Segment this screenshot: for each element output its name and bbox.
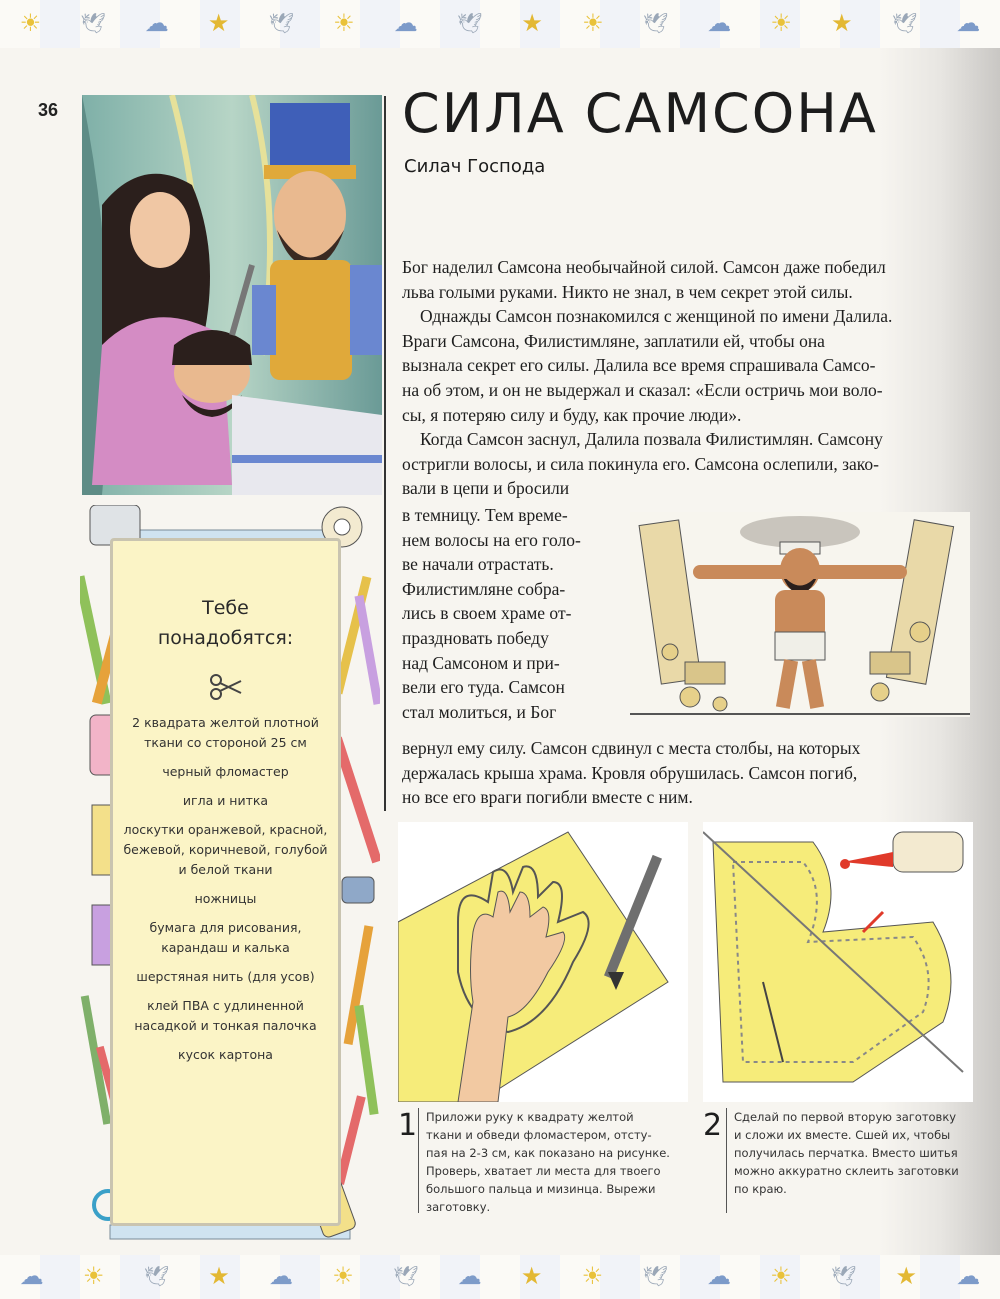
step-1-text	[426, 1108, 670, 1216]
sun-icon: ☀	[19, 11, 42, 37]
step-1-line: большого пальца и мизинца. Вырежи	[426, 1182, 656, 1196]
story-line: на об этом, и он не выдержал и сказал: «Если остричь мои воло-	[402, 379, 883, 400]
step-1-rule	[418, 1108, 419, 1213]
bird-icon: 🕊	[642, 13, 669, 35]
step-1-line: пая на 2-3 см, как показано на рисунке.	[426, 1146, 670, 1160]
step-2-line: по краю.	[734, 1182, 787, 1196]
story-line: над Самсоном и при-	[402, 652, 560, 673]
bird-icon: 🕊	[891, 13, 918, 35]
step-2-text	[734, 1108, 959, 1198]
materials-title-line1: Тебе	[202, 597, 249, 619]
cloud-icon: ☁	[956, 1264, 981, 1290]
materials-item: игла и нитка	[182, 793, 269, 808]
materials-item: ножницы	[194, 891, 257, 906]
sun-icon: ☀	[332, 1264, 354, 1290]
star-icon: ★	[207, 11, 230, 37]
step-2-line: можно аккуратно склеить заготовки	[734, 1164, 959, 1178]
story-line: Бог наделил Самсона необычайной силой. Самсон даже победил	[402, 257, 886, 277]
sun-icon: ☀	[582, 11, 604, 37]
materials-item: кусок картона	[178, 1047, 273, 1062]
bird-icon: 🕊	[392, 1266, 419, 1288]
materials-item: бумага для рисования, карандаш и калька	[149, 920, 302, 955]
star-icon: ★	[520, 1264, 543, 1290]
materials-list	[113, 713, 338, 1074]
step-2-illustration	[703, 822, 973, 1102]
story-text	[402, 255, 977, 501]
sun-icon: ☀	[581, 1264, 604, 1290]
story-line: остригли волосы, и сила покинула его. Самсона ослепили, зако-	[402, 453, 879, 474]
story-line: льва голыми руками. Никто не знал, в чем секрет этой силы.	[402, 281, 853, 302]
page-subtitle: Силач Господа	[404, 156, 546, 177]
story-line: но все его враги погибли вместе с ним.	[402, 787, 693, 808]
story-line: Филистимляне собра-	[402, 578, 566, 599]
materials-item: клей ПВА с удлиненной насадкой и тонкая палочка	[134, 998, 317, 1033]
story-line: сы, я потеряю силу и буду, как прочие люди».	[402, 404, 742, 425]
samson-pillars-illustration	[630, 512, 970, 717]
story-text-end	[402, 736, 977, 810]
cloud-icon: ☁	[19, 1264, 44, 1290]
materials-item: черный фломастер	[162, 764, 289, 779]
materials-title-line2: понадобятся:	[157, 627, 294, 649]
bird-icon: 🕊	[830, 1266, 857, 1288]
sun-icon: ☀	[770, 1264, 792, 1290]
page-number: 36	[38, 100, 59, 120]
materials-panel	[110, 538, 341, 1226]
cloud-icon: ☁	[707, 11, 732, 37]
cloud-icon: ☁	[706, 1264, 731, 1290]
story-line: Враги Самсона, Филистимляне, заплатили ей, чтобы она	[402, 330, 825, 351]
step-2-line: Сделай по первой вторую заготовку	[734, 1110, 957, 1124]
bird-icon: 🕊	[642, 1266, 668, 1288]
sun-icon: ☀	[333, 11, 355, 37]
materials-title	[113, 593, 338, 653]
step-2-number: 2	[703, 1108, 723, 1143]
step-2-line: получилась перчатка. Вместо шитья	[734, 1146, 958, 1160]
story-line: в темницу. Тем време-	[402, 505, 568, 525]
star-icon: ★	[208, 1264, 230, 1290]
step-2-rule	[726, 1108, 727, 1213]
story-line: вали в цепи и бросили	[402, 478, 570, 499]
materials-item: 2 квадрата желтой плотной ткани со стороной 25 см	[132, 715, 319, 750]
delilah-samson-illustration	[82, 95, 382, 495]
step-1-line: Приложи руку к квадрату желтой	[426, 1110, 634, 1124]
materials-item: лоскутки оранжевой, красной, бежевой, коричневой, голубой и белой ткани	[123, 822, 328, 877]
step-1-line: Проверь, хватает ли места для твоего	[426, 1164, 661, 1178]
bird-icon: 🕊	[268, 13, 294, 35]
bird-icon: 🕊	[456, 13, 483, 35]
cloud-icon: ☁	[144, 11, 169, 37]
step-1-line: заготовку.	[426, 1200, 491, 1214]
step-1-number: 1	[398, 1108, 418, 1143]
step-2-line: и сложи их вместе. Сшей их, чтобы	[734, 1128, 951, 1142]
star-icon: ★	[521, 11, 543, 37]
page-title: СИЛА САМСОНА	[402, 82, 878, 145]
column-divider	[384, 96, 386, 811]
cloud-icon: ☁	[268, 1264, 293, 1290]
story-line: стал молиться, и Бог	[402, 701, 557, 722]
bird-icon: 🕊	[143, 1266, 169, 1288]
cloud-icon: ☁	[956, 11, 981, 37]
story-line: вернул ему силу. Самсон сдвинул с места столбы, на которых	[402, 738, 861, 758]
story-line: нем волосы на его голо-	[402, 529, 581, 550]
bird-icon: 🕊	[80, 13, 106, 35]
cloud-icon: ☁	[457, 1264, 482, 1290]
story-line: лись в своем храме от-	[402, 603, 572, 624]
cloud-icon: ☁	[393, 11, 418, 37]
scissors-icon	[209, 673, 243, 701]
step-1-illustration	[398, 822, 688, 1102]
materials-item: шерстяная нить (для усов)	[136, 969, 315, 984]
sun-icon: ☀	[82, 1264, 105, 1290]
story-line: праздновать победу	[402, 627, 549, 648]
story-text-narrow	[402, 503, 632, 724]
bottom-border-decoration	[0, 1255, 1000, 1299]
story-line: держалась крыша храма. Кровля обрушилась. Самсон погиб,	[402, 762, 858, 783]
story-line: ве начали отрастать.	[402, 554, 554, 575]
story-line: вели его туда. Самсон	[402, 677, 565, 698]
sun-icon: ☀	[770, 11, 792, 37]
star-icon: ★	[831, 11, 853, 37]
step-1-line: ткани и обведи фломастером, отсту-	[426, 1128, 652, 1142]
top-border-decoration	[0, 0, 1000, 48]
story-line: Когда Самсон заснул, Далила позвала Филистимлян. Самсону	[420, 429, 883, 450]
star-icon: ★	[895, 1264, 918, 1290]
story-line: Однажды Самсон познакомился с женщиной по имени Далила.	[420, 306, 893, 327]
story-line: вызнала секрет его силы. Далила все время спрашивала Самсо-	[402, 355, 876, 376]
